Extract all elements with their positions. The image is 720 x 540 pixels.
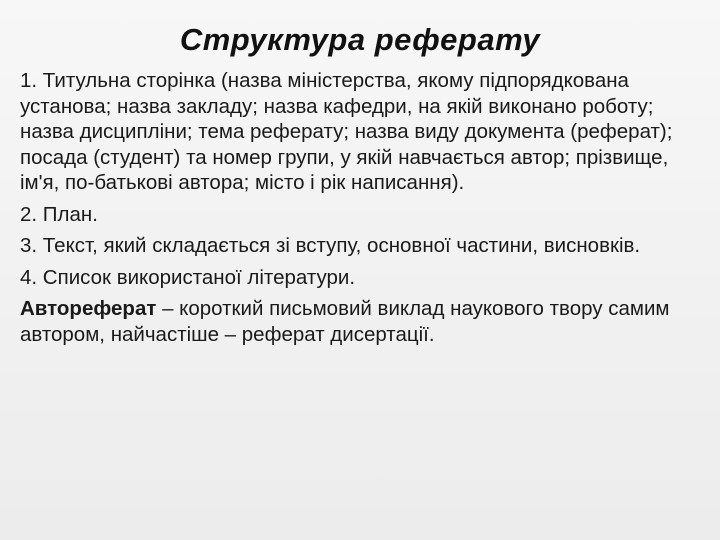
- slide-content: [20, 68, 705, 353]
- list-item-title-page: 1. Титульна сторінка (назва міністерства, якому підпорядкована установа; назва закладу; назва кафедри, на якій виконано роботу; назва дисципліни; тема реферату; назва виду документа (реферат); посада (студент) та номер групи, у якій навчається автор; прізвище, ім'я, по-батькові автора; місто і рік написання).: [20, 69, 673, 194]
- slide-title: Структура реферату: [179, 22, 541, 57]
- definition-text: – короткий письмовий виклад наукового твору самим автором, найчастіше – реферат дисертації.: [20, 297, 670, 346]
- definition-term: Автореферат: [20, 297, 157, 320]
- list-item-text: 3. Текст, який складається зі вступу, основної частини, висновків.: [20, 234, 641, 257]
- list-item-literature: 4. Список використаної літератури.: [20, 265, 356, 289]
- list-item-plan: 2. План.: [20, 202, 98, 226]
- definition-paragraph: [20, 296, 705, 347]
